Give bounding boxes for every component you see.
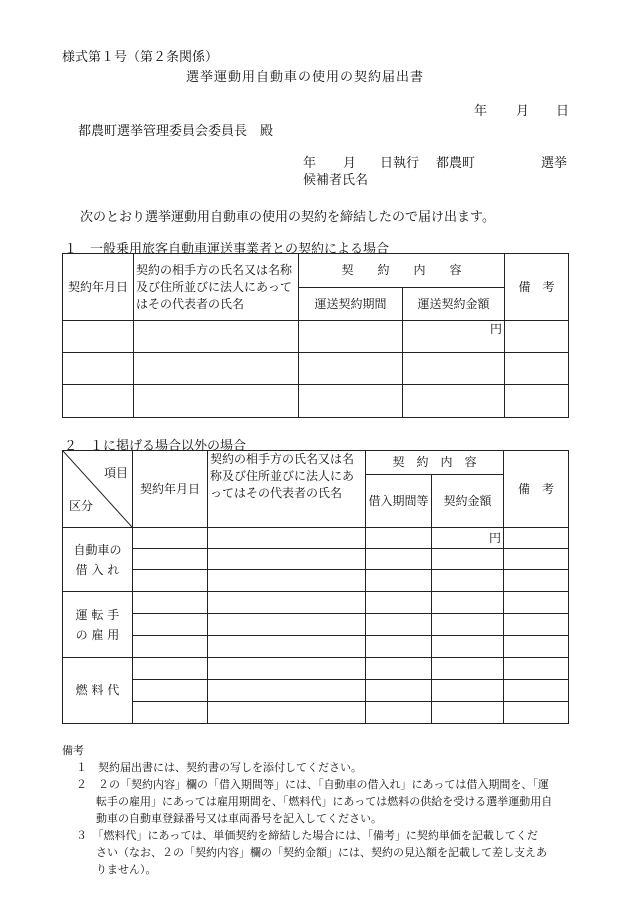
s2-cell[interactable] xyxy=(504,614,569,636)
s2-cell[interactable] xyxy=(366,570,432,592)
yen-unit: 円 xyxy=(489,530,502,545)
s2-cell[interactable] xyxy=(504,549,569,570)
s2-col-remarks: 備 考 xyxy=(504,451,569,528)
note-3-line1: ３ 「燃料代」にあっては、単価契約を締結した場合には、「備考」に契約単価を記載してくだ xyxy=(76,829,538,842)
s2-cell[interactable] xyxy=(133,549,208,570)
note-2-line1: ２ ２の「契約内容」欄の「借入期間等」には、「自動車の借入れ」にあっては借入期間を、「運 xyxy=(76,778,549,791)
s2-cell[interactable] xyxy=(504,636,569,658)
s2-cell[interactable] xyxy=(133,658,208,680)
election-town: 都農町 xyxy=(436,156,476,171)
s2-cell[interactable] xyxy=(366,636,432,658)
s2-cell[interactable] xyxy=(504,570,569,592)
document-title: 選挙運動用自動車の使用の契約届出書 xyxy=(186,70,425,85)
s2-cell[interactable] xyxy=(432,549,504,570)
notes-title: 備考 xyxy=(62,744,84,757)
s1-col-period: 運送契約期間 xyxy=(299,288,403,321)
s2-cell[interactable] xyxy=(432,614,504,636)
date-year: 年 xyxy=(474,104,488,119)
s2-col-contents: 契 約 内 容 xyxy=(366,451,504,475)
s2-cell[interactable] xyxy=(504,592,569,614)
s2-cell[interactable] xyxy=(208,636,366,658)
section2-table xyxy=(62,450,569,724)
yen-unit: 円 xyxy=(490,322,503,336)
s2-cell[interactable] xyxy=(208,680,366,702)
note-3-line3: りません）。 xyxy=(96,863,157,876)
addressee: 都農町選挙管理委員会委員長 殿 xyxy=(78,124,274,139)
s2-col-amount: 契約金額 xyxy=(432,475,504,528)
election-type: 選挙 xyxy=(541,156,568,171)
election-day: 日執行 xyxy=(380,156,420,171)
s1-cell[interactable] xyxy=(134,353,299,385)
s2-cell[interactable] xyxy=(366,614,432,636)
s2-cell[interactable] xyxy=(432,592,504,614)
s2-cell[interactable] xyxy=(366,658,432,680)
s2-cell[interactable] xyxy=(208,658,366,680)
s1-cell[interactable] xyxy=(63,353,134,385)
s2-cell[interactable] xyxy=(504,702,569,724)
s2-col-item: 項目 xyxy=(103,466,128,480)
s1-col-amount: 運送契約金額 xyxy=(403,288,505,321)
s2-cell[interactable] xyxy=(432,702,504,724)
s1-cell[interactable] xyxy=(299,385,403,418)
s1-cell[interactable] xyxy=(63,321,134,353)
s1-col-remarks: 備 考 xyxy=(505,254,569,321)
section1-heading: １ 一般乗用旅客自動車運送事業者との契約による場合 xyxy=(64,242,390,257)
s1-col-contents: 契 約 内 容 xyxy=(299,254,505,288)
s2-cell[interactable] xyxy=(504,658,569,680)
s1-cell[interactable] xyxy=(403,353,505,385)
form-number: 様式第１号（第２条関係） xyxy=(62,50,219,65)
s1-cell[interactable] xyxy=(299,321,403,353)
section1-table xyxy=(62,253,569,418)
s1-cell[interactable] xyxy=(505,353,569,385)
s2-cell[interactable] xyxy=(133,528,208,549)
note-2-line3: 動車の自動車登録番号又は車両番号を記入してください。 xyxy=(96,812,382,825)
row-fuel-cost: 燃 料 代 xyxy=(63,658,133,724)
s1-cell[interactable] xyxy=(299,353,403,385)
s2-amount-cell[interactable] xyxy=(432,528,504,549)
s2-cell[interactable] xyxy=(208,549,366,570)
s2-cell[interactable] xyxy=(133,680,208,702)
date-day: 日 xyxy=(556,104,570,119)
note-3-line2: さい（なお、２の「契約内容」欄の「契約金額」には、契約の見込額を記載して差し支えあ xyxy=(96,846,547,859)
candidate-name-label: 候補者氏名 xyxy=(303,173,369,188)
s2-cell[interactable] xyxy=(208,570,366,592)
s2-cell[interactable] xyxy=(504,680,569,702)
s2-cell[interactable] xyxy=(432,570,504,592)
s2-cell[interactable] xyxy=(366,680,432,702)
s1-cell[interactable] xyxy=(134,385,299,418)
s2-cell[interactable] xyxy=(208,702,366,724)
s1-cell[interactable] xyxy=(505,385,569,418)
row-car-rental: 自動車の 借 入 れ xyxy=(63,528,133,592)
s2-cell[interactable] xyxy=(133,592,208,614)
s2-cell[interactable] xyxy=(208,592,366,614)
s1-cell[interactable] xyxy=(63,385,134,418)
s2-cell[interactable] xyxy=(366,528,432,549)
note-1: １ 契約届出書には、契約書の写しを添付してください。 xyxy=(76,761,362,774)
diagonal-line xyxy=(63,451,132,527)
s1-cell[interactable] xyxy=(505,321,569,353)
s1-cell[interactable] xyxy=(403,385,505,418)
s2-cell[interactable] xyxy=(432,636,504,658)
s2-col-category: 区分 xyxy=(69,499,94,513)
s2-col-period: 借入期間等 xyxy=(366,475,432,528)
s2-cell[interactable] xyxy=(208,614,366,636)
election-year: 年 xyxy=(303,156,317,171)
s2-cell[interactable] xyxy=(366,702,432,724)
s2-header-corner xyxy=(63,451,133,528)
section2-heading: ２ １に掲げる場合以外の場合 xyxy=(64,439,247,454)
s2-cell[interactable] xyxy=(133,570,208,592)
s2-cell[interactable] xyxy=(366,549,432,570)
s2-cell[interactable] xyxy=(504,528,569,549)
election-month: 月 xyxy=(343,156,357,171)
s2-cell[interactable] xyxy=(366,592,432,614)
date-month: 月 xyxy=(516,104,530,119)
s1-col-date: 契約年月日 xyxy=(63,254,134,321)
s2-cell[interactable] xyxy=(208,528,366,549)
s1-amount-cell[interactable] xyxy=(403,321,505,353)
intro-text: 次のとおり選挙運動用自動車の使用の契約を締結したので届け出ます。 xyxy=(80,210,495,225)
s2-cell[interactable] xyxy=(432,680,504,702)
s2-cell[interactable] xyxy=(133,636,208,658)
s1-col-party: 契約の相手方の氏名又は名称及び住所並びに法人にあってはその代表者の氏名 xyxy=(134,254,299,321)
s2-cell[interactable] xyxy=(133,702,208,724)
row-driver-hire: 運 転 手 の 雇 用 xyxy=(63,592,133,658)
s2-col-party: 契約の相手方の氏名又は名称及び住所並びに法人にあってはその代表者の氏名 xyxy=(208,451,366,528)
s2-cell[interactable] xyxy=(432,658,504,680)
s2-cell[interactable] xyxy=(133,614,208,636)
note-2-line2: 転手の雇用」にあっては雇用期間を、「燃料代」にあっては燃料の供給を受ける選挙運動用自 xyxy=(96,795,553,808)
s2-col-date: 契約年月日 xyxy=(133,451,208,528)
s1-cell[interactable] xyxy=(134,321,299,353)
